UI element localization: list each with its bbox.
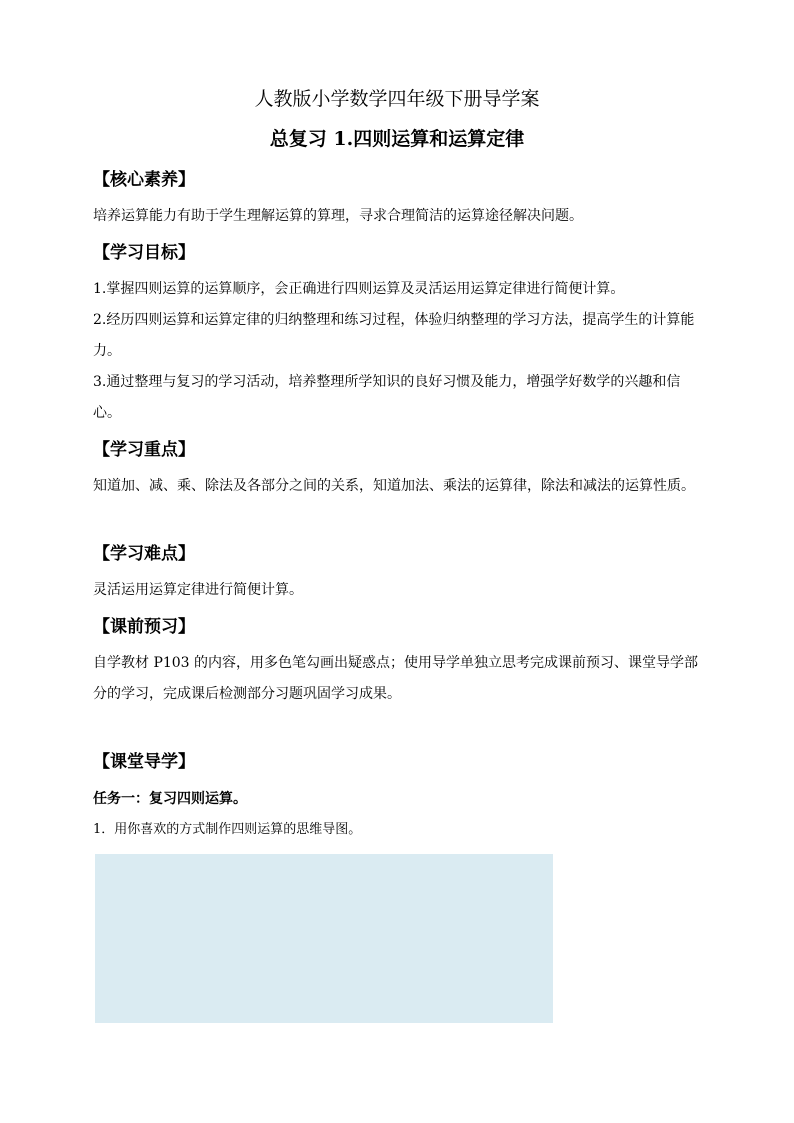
heading-core-literacy: 【核心素养】 xyxy=(93,170,195,190)
objective-item-2: 2.经历四则运算和运算定律的归纳整理和练习过程，体验归纳整理的学习方法，提高学生的计算能力。 xyxy=(93,312,695,359)
heading-preview: 【课前预习】 xyxy=(93,617,195,637)
difficulties-text: 灵活运用运算定律进行简便计算。 xyxy=(93,582,303,598)
core-literacy-text: 培养运算能力有助于学生理解运算的算理，寻求合理简洁的运算途径解决问题。 xyxy=(93,208,583,224)
objective-item-1: 1.掌握四则运算的运算顺序，会正确进行四则运算及灵活运用运算定律进行简便计算。 xyxy=(93,281,625,297)
heading-key-points: 【学习重点】 xyxy=(93,440,195,460)
heading-objectives: 【学习目标】 xyxy=(93,243,195,263)
task-one-title: 任务一：复习四则运算。 xyxy=(93,791,247,807)
document-subtitle: 总复习 1.四则运算和运算定律 xyxy=(269,128,525,150)
objective-item-3: 3.通过整理与复习的学习活动，培养整理所学知识的良好习惯及能力，增强学好数学的兴趣和信心。 xyxy=(93,374,681,421)
mindmap-answer-area xyxy=(95,854,553,1023)
document-title: 人教版小学数学四年级下册导学案 xyxy=(254,88,540,110)
key-points-text: 知道加、减、乘、除法及各部分之间的关系，知道加法、乘法的运算律，除法和减法的运算性质。 xyxy=(93,478,695,494)
task-one-question-1: 1．用你喜欢的方式制作四则运算的思维导图。 xyxy=(93,822,362,837)
preview-text: 自学教材 P103 的内容，用多色笔勾画出疑惑点；使用导学单独立思考完成课前预习、课堂导学部分的学习，完成课后检测部分习题巩固学习成果。 xyxy=(93,655,699,702)
heading-class-guide: 【课堂导学】 xyxy=(93,752,195,772)
heading-difficulties: 【学习难点】 xyxy=(93,544,195,564)
